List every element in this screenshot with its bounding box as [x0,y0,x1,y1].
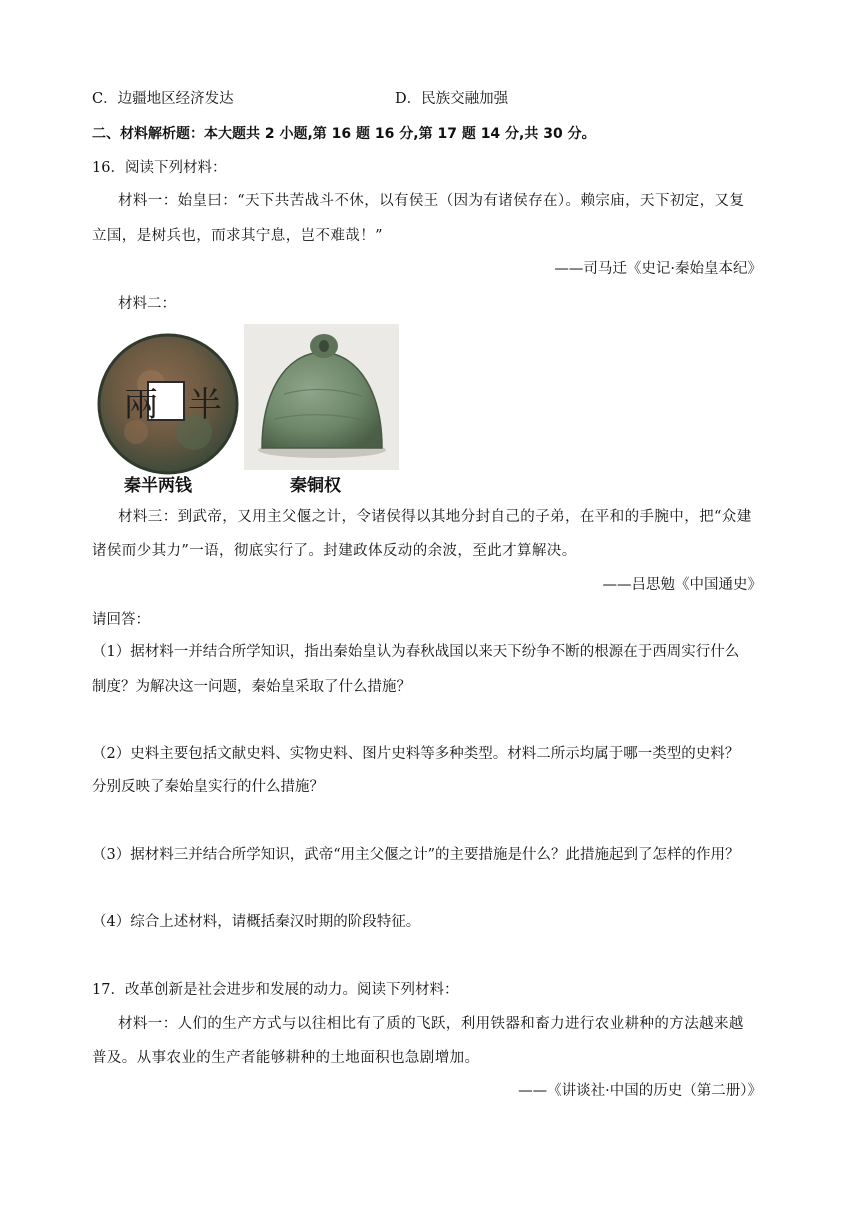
qin-banliang-coin-image [96,332,240,476]
q16-sub1-line1: （1）据材料一并结合所学知识，指出秦始皇认为春秋战国以来天下纷争不断的根源在于西周实行什么 [92,644,740,660]
q16-ask: 请回答： [92,612,150,628]
q16-sub3: （3）据材料三并结合所学知识，武帝“用主父偃之计”的主要措施是什么？此措施起到了怎样的作用？ [92,847,740,863]
qin-bronze-weight-image [244,324,399,470]
q16-material3-source: ——吕思勉《中国通史》 [602,577,762,593]
coin-caption: 秦半两钱 [124,476,192,496]
q16-material3-line1: 材料三：到武帝，又用主父偃之计，令诸侯得以其地分封自己的子弟，在平和的手腕中，把“众建 [118,509,752,525]
option-c: C．边疆地区经济发达 [92,91,234,107]
q16-material1-source: ——司马迁《史记·秦始皇本纪》 [554,261,762,277]
q16-material1-line2: 立国，是树兵也，而求其宁息，岂不难哉！” [92,228,383,244]
q16-sub2-line2: 分别反映了秦始皇实行的什么措施？ [92,779,324,795]
coin-right-glyph: 半 [188,385,222,425]
q17-intro: 17．改革创新是社会进步和发展的动力。阅读下列材料： [92,982,459,998]
q17-material1-line2: 普及。从事农业的生产者能够耕种的土地面积也急剧增加。 [92,1050,480,1066]
option-d: D．民族交融加强 [395,91,509,107]
q16-intro: 16．阅读下列材料： [92,160,227,176]
q16-material1-line1: 材料一：始皇曰：“天下共苦战斗不休，以有侯王（因为有诸侯存在）。赖宗庙，天下初定，又复 [118,193,745,209]
q16-sub2-line1: （2）史料主要包括文献史料、实物史料、图片史料等多种类型。材料二所示均属于哪一类型的史料？ [92,746,740,762]
weight-caption: 秦铜权 [290,476,341,496]
section-heading: 二、材料解析题：本大题共 2 小题,第 16 题 16 分,第 17 题 14 分,共 30 分。 [92,126,596,142]
coin-left-glyph: 兩 [124,385,158,425]
q16-material3-line2: 诸侯而少其力”一语，彻底实行了。封建政体反动的余波，至此才算解决。 [92,543,577,559]
q16-material2-label: 材料二： [118,296,176,312]
q17-material1-line1: 材料一：人们的生产方式与以往相比有了质的飞跃，利用铁器和畜力进行农业耕种的方法越来越 [118,1016,744,1032]
q16-sub1-line2: 制度？为解决这一问题，秦始皇采取了什么措施？ [92,679,411,695]
q17-material1-source: ——《讲谈社·中国的历史（第二册）》 [518,1083,762,1099]
q16-sub4: （4）综合上述材料，请概括秦汉时期的阶段特征。 [92,914,421,930]
